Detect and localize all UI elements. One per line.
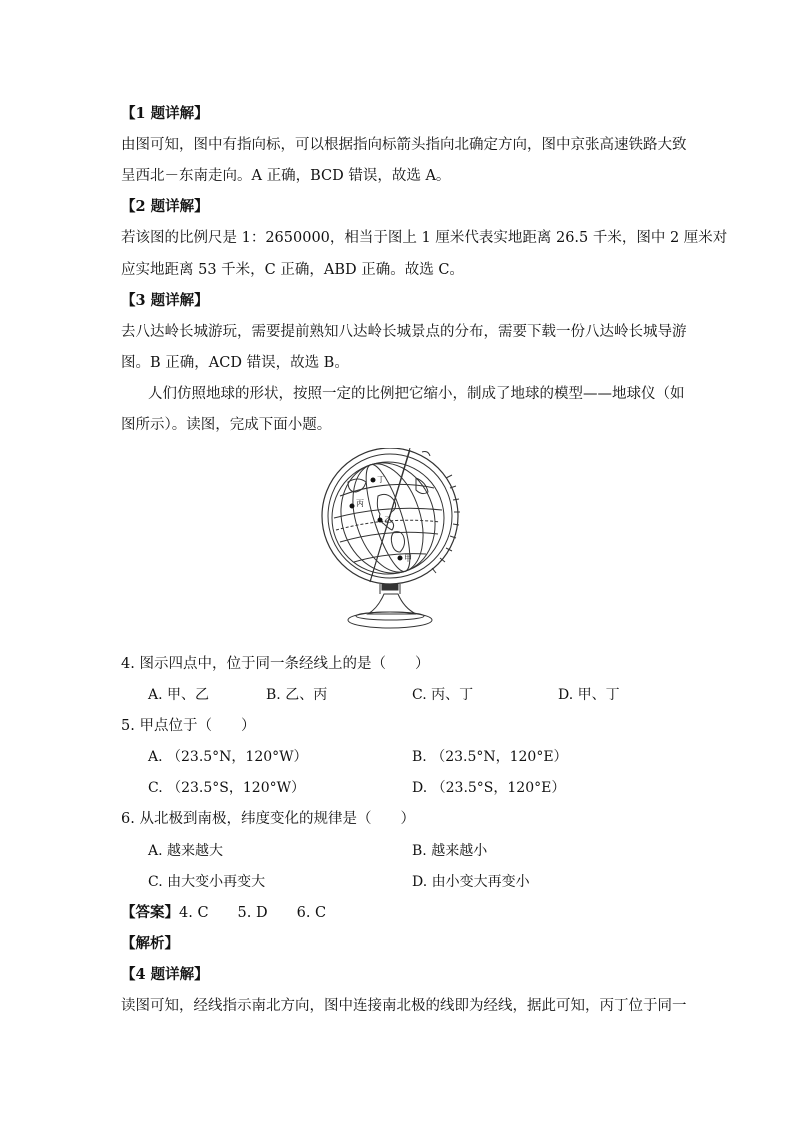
q4-option-c: C. 丙、丁	[412, 687, 474, 703]
point-bing	[350, 504, 355, 509]
q2-heading: 【2 题详解】	[121, 198, 209, 215]
q4-option-d: D. 甲、丁	[558, 687, 620, 703]
q6-option-d: D. 由小变大再变小	[412, 874, 530, 890]
globe-illustration	[318, 448, 468, 640]
q4-detail-line-1: 读图可知，经线指示南北方向，图中连接南北极的线即为经线，据此可知，丙丁位于同一	[121, 998, 687, 1014]
q4-detail-heading: 【4 题详解】	[121, 966, 209, 983]
label-bing: 丙	[356, 499, 364, 508]
answer-text: 4. C 5. D 6. C	[179, 905, 327, 921]
intro-line-2: 图所示）。读图，完成下面小题。	[121, 417, 332, 433]
q3-line-1: 去八达岭长城游玩，需要提前熟知八达岭长城景点的分布，需要下载一份八达岭长城导游	[121, 324, 687, 340]
q5-option-d: D. （23.5°S，120°E）	[412, 780, 566, 796]
q5-option-a: A. （23.5°N，120°W）	[148, 749, 308, 765]
answer-line	[121, 903, 326, 923]
q2-line-2: 应实地距离 53 千米，C 正确，ABD 正确。故选 C。	[121, 262, 464, 278]
globe-figure	[318, 448, 468, 640]
q1-line-1: 由图可知，图中有指向标，可以根据指向标箭头指向北确定方向，图中京张高速铁路大致	[121, 137, 687, 153]
point-jia	[398, 556, 403, 561]
q6-stem: 6. 从北极到南极，纬度变化的规律是（ ）	[121, 811, 415, 827]
q6-option-a: A. 越来越大	[148, 843, 224, 859]
point-ding	[371, 478, 376, 483]
q5-option-b: B. （23.5°N，120°E）	[412, 749, 568, 765]
point-yi	[378, 518, 383, 523]
label-jia: 甲	[404, 554, 412, 563]
q4-option-a: A. 甲、乙	[148, 687, 210, 703]
intro-line-1: 人们仿照地球的形状，按照一定的比例把它缩小，制成了地球的模型——地球仪（如	[148, 386, 685, 402]
q1-heading: 【1 题详解】	[121, 105, 209, 122]
label-yi: 乙	[384, 515, 392, 524]
q5-stem: 5. 甲点位于（ ）	[121, 718, 256, 734]
label-ding: 丁	[377, 475, 385, 484]
q5-option-c: C. （23.5°S，120°W）	[148, 780, 305, 796]
analysis-heading: 【解析】	[121, 935, 179, 952]
q1-line-2: 呈西北－东南走向。A 正确，BCD 错误，故选 A。	[121, 168, 451, 184]
q3-heading: 【3 题详解】	[121, 292, 209, 309]
q6-option-b: B. 越来越小	[412, 843, 488, 859]
answer-label: 【答案】	[121, 904, 179, 921]
q2-line-1: 若该图的比例尺是 1：2650000，相当于图上 1 厘米代表实地距离 26.5 千米，图中 2 厘米对	[121, 230, 728, 246]
q4-option-b: B. 乙、丙	[266, 687, 328, 703]
q6-option-c: C. 由大变小再变大	[148, 874, 266, 890]
q4-stem: 4. 图示四点中，位于同一条经线上的是（ ）	[121, 656, 430, 672]
q3-line-2: 图。B 正确，ACD 错误，故选 B。	[121, 355, 349, 371]
